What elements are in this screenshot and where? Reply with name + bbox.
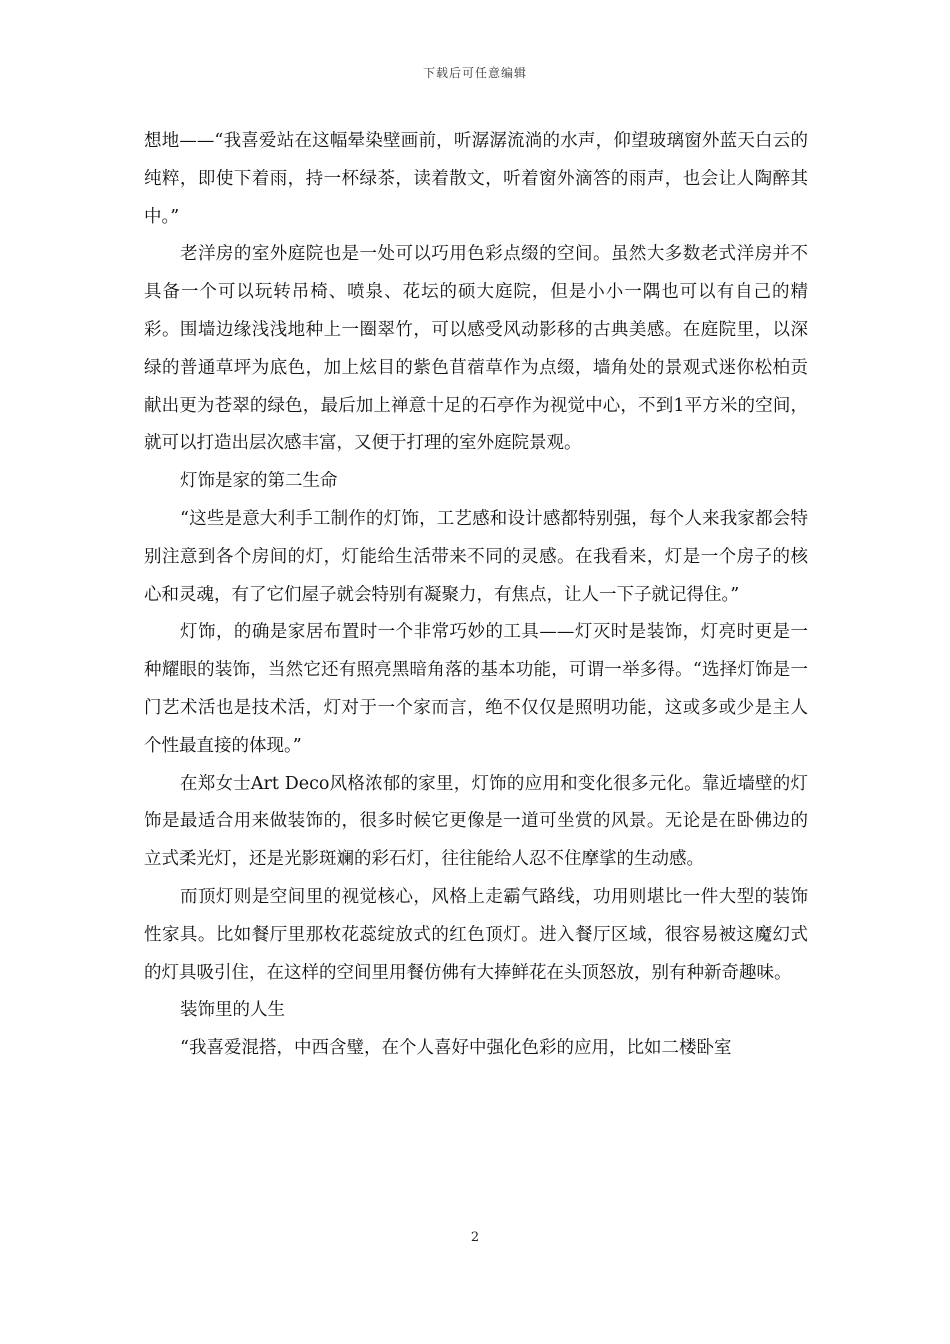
document-body (144, 123, 808, 1068)
paragraph: 在郑女士Art Deco风格浓郁的家里，灯饰的应用和变化很多元化。靠近墙壁的灯饰是最适合用来做装饰的，很多时候它更像是一道可坐赏的风景。无论是在卧佛边的立式柔光灯，还是光影斑斓的彩石灯，往往能给人忍不住摩挲的生动感。 (144, 773, 808, 870)
page-header: 下载后可任意编辑 (422, 66, 527, 80)
paragraph: “我喜爱混搭，中西含璧，在个人喜好中强化色彩的应用，比如二楼卧室 (180, 1038, 732, 1059)
paragraph: 想地——“我喜爱站在这幅晕染壁画前，听潺潺流淌的水声，仰望玻璃窗外蓝天白云的纯粹，即使下着雨，持一杯绿茶，读着散文，听着窗外滴答的雨声，也会让人陶醉其中。” (144, 131, 808, 227)
paragraph: 而顶灯则是空间里的视觉核心，风格上走霸气路线，功用则堪比一件大型的装饰性家具。比如餐厅里那枚花蕊绽放式的红色顶灯。进入餐厅区域，很容易被这魔幻式的灯具吸引住，在这样的空间里用餐仿佛有大捧鲜花在头顶怒放，别有种新奇趣味。 (144, 886, 808, 983)
paragraph: 灯饰，的确是家居布置时一个非常巧妙的工具——灯灭时是装饰，灯亮时更是一种耀眼的装饰，当然它还有照亮黑暗角落的基本功能，可谓一举多得。“选择灯饰是一门艺术活也是技术活，灯对于一个家而言，绝不仅仅是照明功能，这或多或少是主人个性最直接的体现。” (144, 622, 808, 756)
page-number: 2 (470, 1230, 480, 1245)
section-heading: 灯饰是家的第二生命 (180, 471, 338, 492)
paragraph: 老洋房的室外庭院也是一处可以巧用色彩点缀的空间。虽然大多数老式洋房并不具备一个可以玩转吊椅、喷泉、花坛的硕大庭院，但是小小一隅也可以有自己的精彩。围墙边缘浅浅地种上一圈翠竹，可以感受风动影移的古典美感。在庭院里，以深绿的普通草坪为底色，加上炫目的紫色苜蓿草作为点缀，墙角处的景观式迷你松柏贡献出更为苍翠的绿色，最后加上禅意十足的石亭作为视觉中心，不到1平方米的空间，就可以打造出层次感丰富，又便于打理的室外庭院景观。 (144, 244, 808, 454)
section-heading: 装饰里的人生 (180, 1000, 285, 1021)
paragraph: “这些是意大利手工制作的灯饰，工艺感和设计感都特别强，每个人来我家都会特别注意到各个房间的灯，灯能给生活带来不同的灵感。在我看来，灯是一个房子的核心和灵魂，有了它们屋子就会特别有凝聚力，有焦点，让人一下子就记得住。” (144, 508, 808, 605)
